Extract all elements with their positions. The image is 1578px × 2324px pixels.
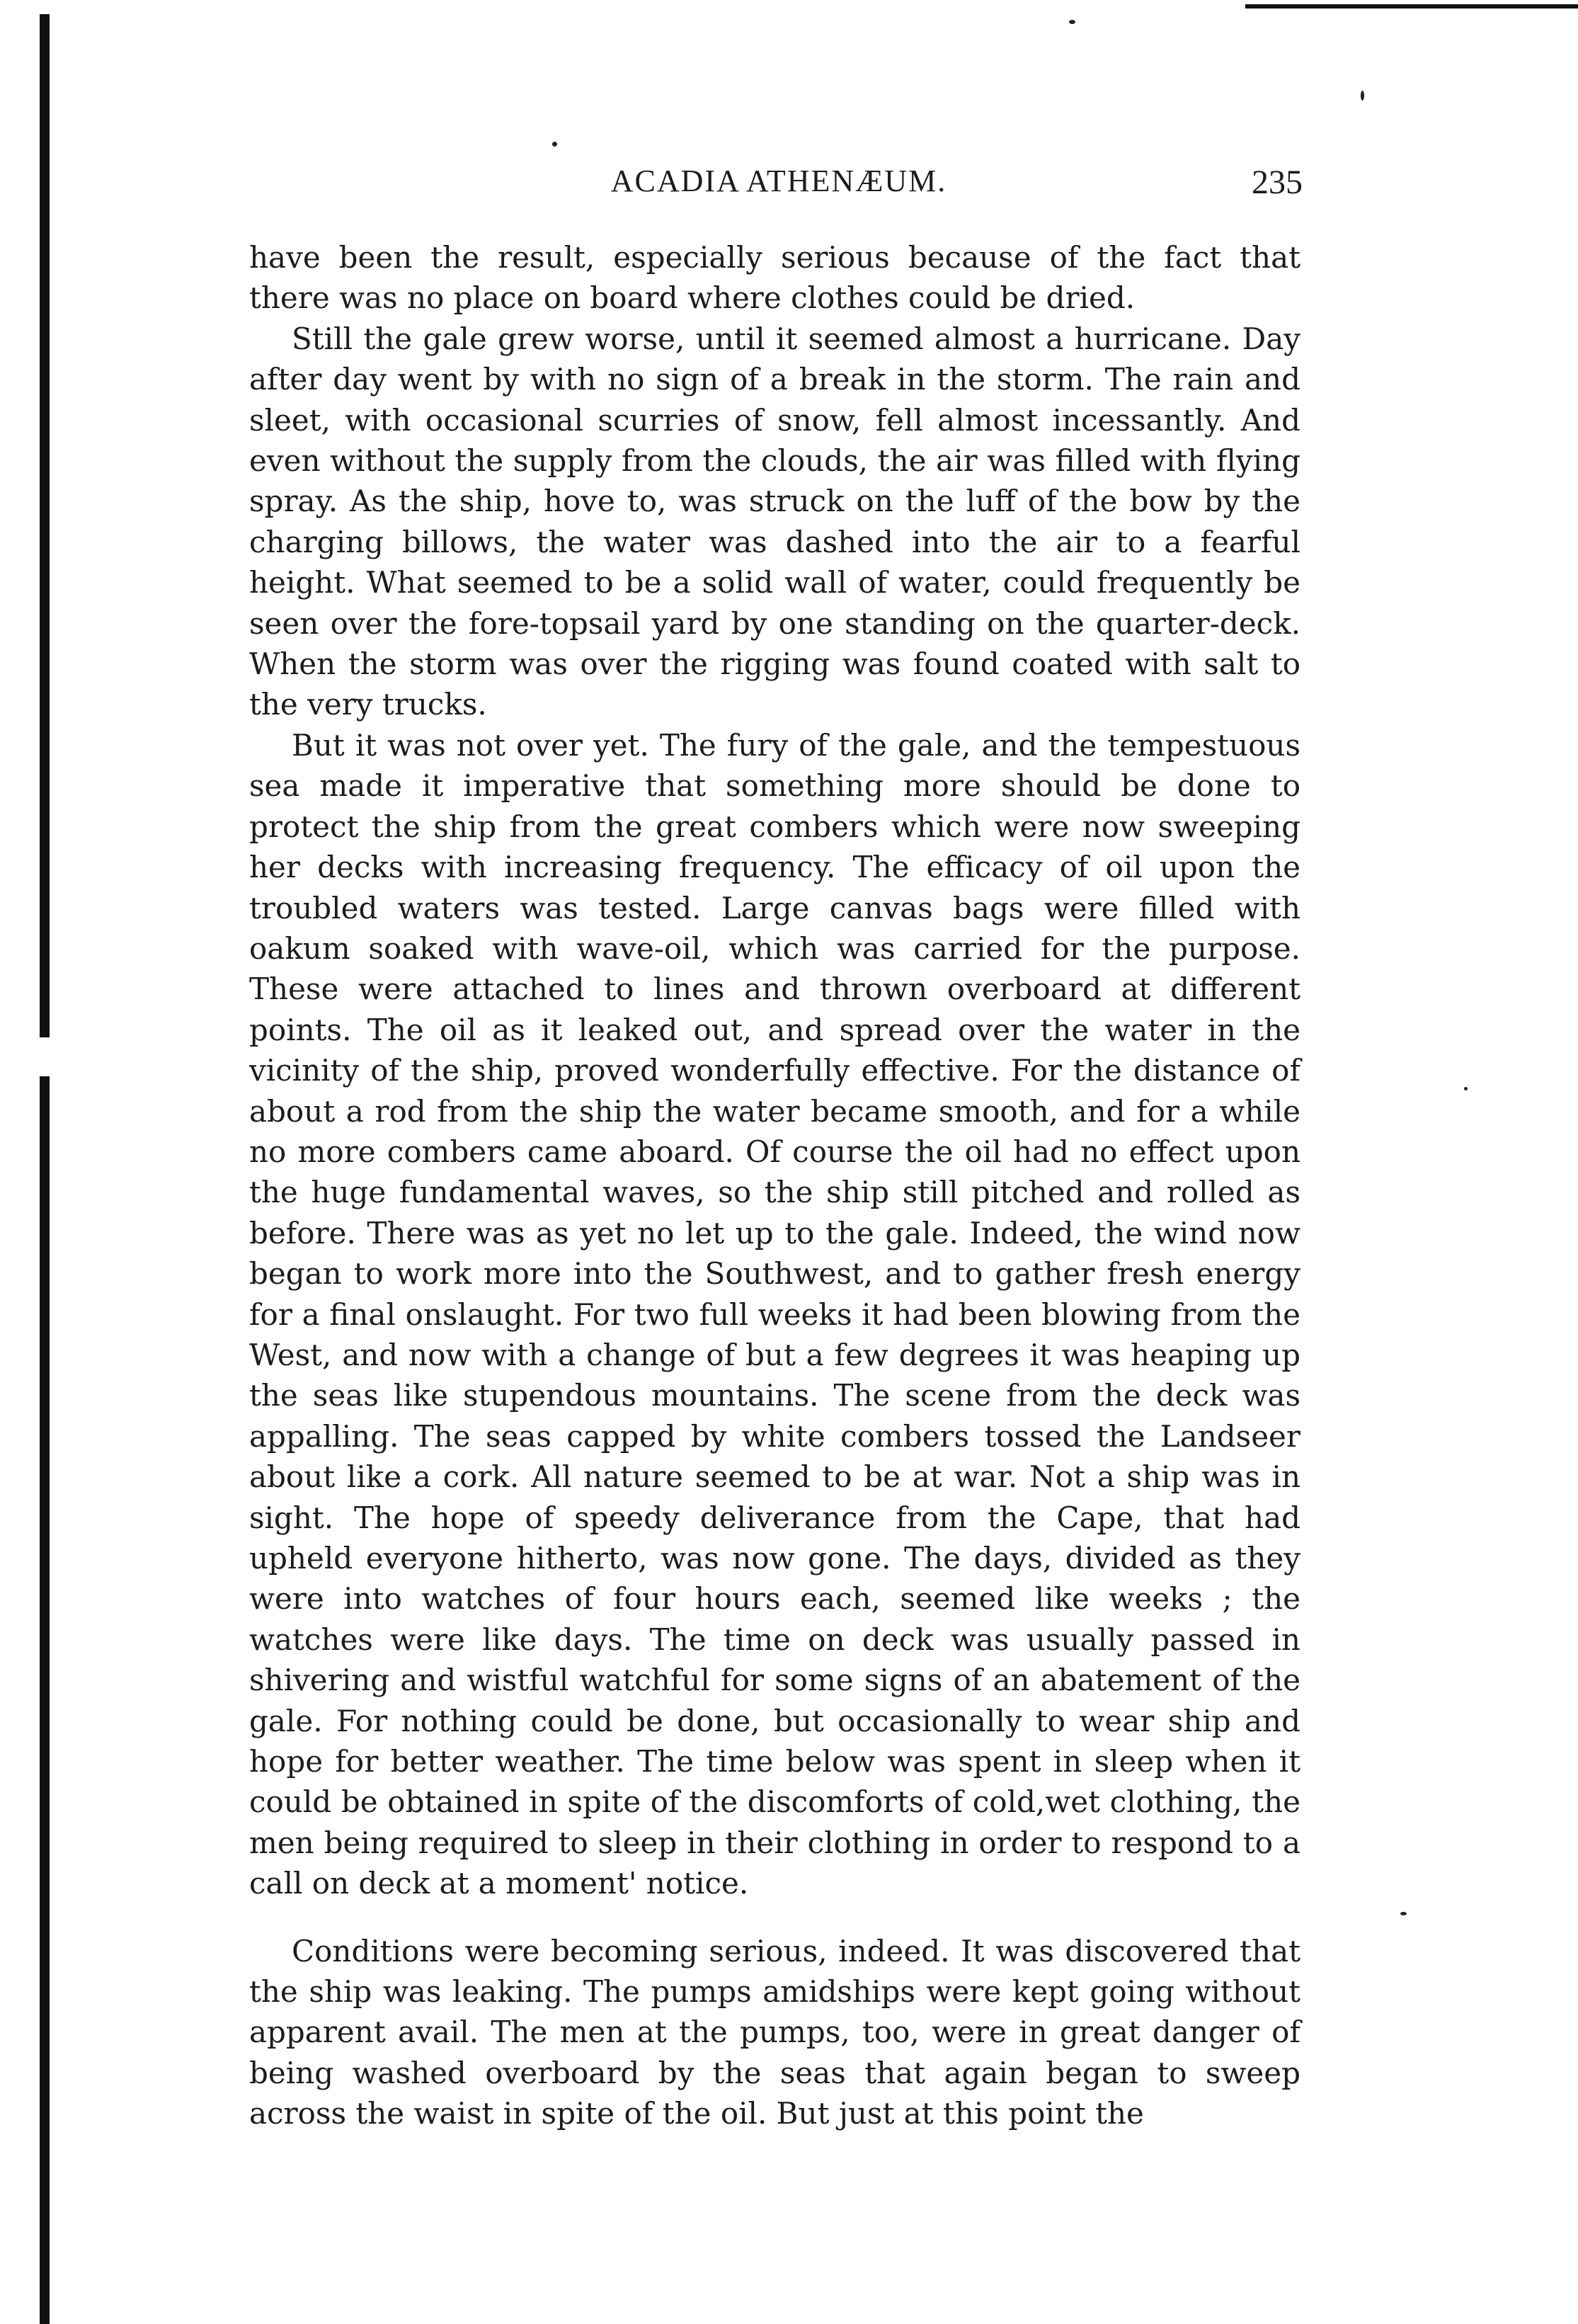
paragraph: But it was not over yet. The fury of the gale, and the tempestuous sea made it imperative that something more should be done to protect the ship from the great combers which were now sweeping her decks with increasing frequency. The efficacy of oil upon the troubled waters was tested. Large canvas bags were filled with oakum soaked with wave-oil, which was carried for the purpose. These were attached to lines and thrown overboard at different points. The oil as it leaked out, and spread over the water in the vicinity of the ship, proved wonderfully effective. For the distance of about a rod from the ship the water became smooth, and for a while no more combers came aboard. Of course the oil had no effect upon the huge fundamental waves, so the ship still pitched and rolled as before. There was as yet no let up to the gale. Indeed, the wind now began to work more into the Southwest, and to gather fresh energy for a final onslaught. For two full weeks it had been blowing from the West, and now with a change of but a few degrees it was heaping up the seas like stupendous mountains. The scene from the deck was appalling. The seas capped by white combers tossed the Landseer about like a cork. All nature seemed to be at war. Not a ship was in sight. The hope of speedy deliverance from the Cape, that had upheld everyone hitherto, was now gone. The days, divided as they were into watches of four hours each, seemed like weeks ; the watches were like days. The time on deck was usually passed in shivering and wistful watchful for some signs of an abatement of the gale. For nothing could be done, but occasionally to wear ship and hope for better weather. The time below was spent in sleep when it could be obtained in spite of the discomforts of cold,wet clothing, the men being required to sleep in their clothing in order to respond to a call on deck at a moment' notice.: [249, 727, 1300, 1901]
scan-speck: [552, 142, 557, 147]
scan-edge-rule: [1245, 4, 1578, 8]
scan-margin-bar: [40, 14, 50, 1037]
scan-speck: [1069, 20, 1075, 24]
scan-speck: [1400, 1912, 1407, 1915]
scan-margin-bar: [40, 1076, 50, 2324]
paragraph: have been the result, especially serious because of the fact that there was no place on board where clothes could be dried.: [249, 240, 1300, 316]
page-header: [255, 163, 1303, 205]
paragraph: Still the gale grew worse, until it seemed almost a hurricane. Day after day went by with no sign of a break in the storm. The rain and sleet, with occasional scurries of snow, fell almost incessantly. And even without the supply from the clouds, the air was filled with flying spray. As the ship, hove to, was struck on the luff of the bow by the charging billows, the water was dashed into the air to a fearful height. What seemed to be a solid wall of water, could frequently be seen over the fore-topsail yard by one standing on the quarter-deck. When the storm was over the rigging was found coated with salt to the very trucks.: [249, 321, 1300, 722]
paragraph: Conditions were becoming serious, indeed. It was discovered that the ship was leaking. The pumps amidships were kept going without apparent avail. The men at the pumps, too, were in great danger of being washed overboard by the seas that again began to sweep across the waist in spite of the oil. But just at this point the: [249, 1933, 1300, 2131]
scan-speck: [1464, 1087, 1468, 1090]
running-title: ACADIA ATHENÆUM.: [610, 164, 947, 198]
scan-speck: [1361, 91, 1364, 101]
page-body: [249, 237, 1300, 2134]
page-number: 235: [1252, 164, 1303, 201]
